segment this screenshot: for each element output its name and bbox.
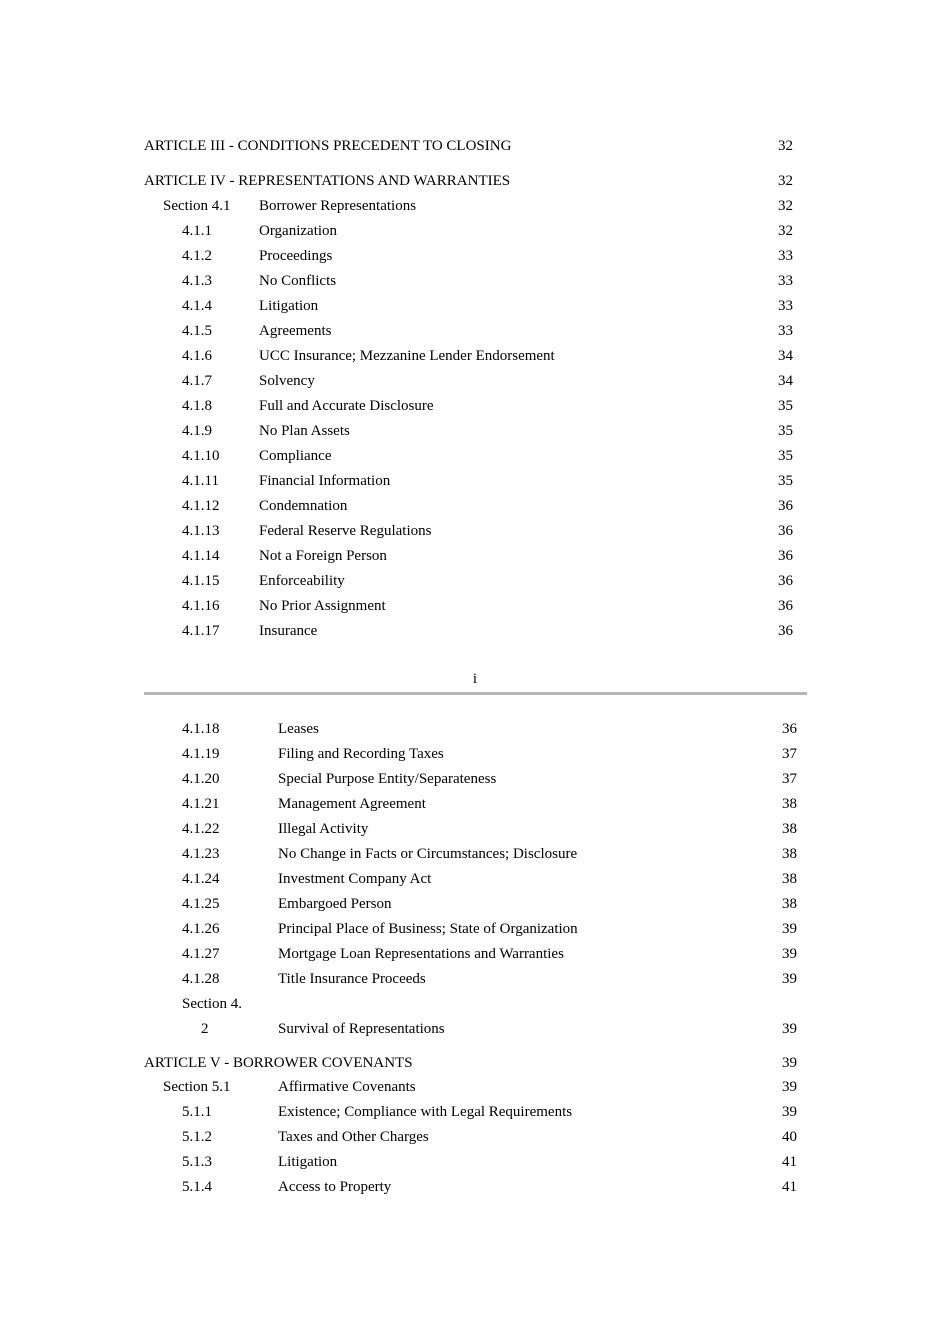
toc-section-number: Section 4. [182, 996, 242, 1012]
toc-subsection-row[interactable] [0, 221, 950, 241]
toc-page-number: 39 [782, 1104, 797, 1120]
toc-subsection-title: Mortgage Loan Representations and Warranties [278, 946, 564, 962]
toc-subsection-number: 4.1.1 [182, 223, 212, 239]
toc-section-number-continued: 2 [201, 1021, 209, 1037]
toc-page-number: 39 [782, 921, 797, 937]
toc-subsection-number: 5.1.4 [182, 1179, 212, 1195]
toc-subsection-row[interactable] [0, 521, 950, 541]
toc-subsection-title: Proceedings [259, 248, 333, 264]
toc-page-number: 37 [782, 746, 797, 762]
toc-article-row[interactable] [0, 171, 950, 191]
toc-subsection-row[interactable] [0, 1127, 950, 1147]
toc-page-number: 38 [782, 796, 797, 812]
toc-subsection-row[interactable] [0, 371, 950, 391]
toc-subsection-title: Existence; Compliance with Legal Requirements [278, 1104, 573, 1120]
toc-subsection-title: Access to Property [278, 1179, 392, 1195]
toc-subsection-title: Special Purpose Entity/Separateness [278, 771, 497, 787]
toc-page-number: 33 [778, 298, 793, 314]
toc-subsection-title: Solvency [259, 373, 315, 389]
toc-subsection-number: 4.1.17 [182, 623, 220, 639]
toc-subsection-number: 4.1.20 [182, 771, 220, 787]
toc-subsection-number: 4.1.19 [182, 746, 220, 762]
toc-subsection-number: 5.1.3 [182, 1154, 212, 1170]
toc-subsection-title: No Prior Assignment [259, 598, 386, 614]
toc-subsection-number: 4.1.21 [182, 796, 220, 812]
toc-page-number: 40 [782, 1129, 797, 1145]
toc-subsection-number: 4.1.18 [182, 721, 220, 737]
toc-subsection-title: Condemnation [259, 498, 348, 514]
toc-subsection-row[interactable] [0, 894, 950, 914]
toc-page-number: 38 [782, 821, 797, 837]
toc-subsection-title: Agreements [259, 323, 332, 339]
toc-page-number: 39 [782, 946, 797, 962]
toc-page-number: 33 [778, 323, 793, 339]
toc-subsection-number: 4.1.2 [182, 248, 212, 264]
toc-page-number: 38 [782, 846, 797, 862]
toc-section-row[interactable] [0, 1019, 950, 1039]
toc-subsection-title: Principal Place of Business; State of Organization [278, 921, 578, 937]
toc-section-row[interactable] [0, 196, 950, 216]
toc-page-number: 39 [782, 971, 797, 987]
toc-subsection-title: Illegal Activity [278, 821, 369, 837]
toc-subsection-number: 4.1.24 [182, 871, 220, 887]
toc-section-number-wrapped[interactable] [0, 994, 950, 1014]
toc-subsection-row[interactable] [0, 571, 950, 591]
toc-subsection-title: Investment Company Act [278, 871, 432, 887]
toc-subsection-row[interactable] [0, 296, 950, 316]
toc-page-number: 39 [782, 1079, 797, 1095]
toc-section-number: Section 4.1 [163, 198, 231, 214]
toc-subsection-number: 4.1.5 [182, 323, 212, 339]
toc-subsection-title: Taxes and Other Charges [278, 1129, 429, 1145]
toc-subsection-number: 4.1.9 [182, 423, 212, 439]
toc-subsection-row[interactable] [0, 1102, 950, 1122]
toc-subsection-row[interactable] [0, 1177, 950, 1197]
toc-section-title: Affirmative Covenants [278, 1079, 416, 1095]
toc-section-row[interactable] [0, 1077, 950, 1097]
toc-subsection-row[interactable] [0, 969, 950, 989]
toc-subsection-row[interactable] [0, 744, 950, 764]
toc-subsection-number: 4.1.22 [182, 821, 220, 837]
toc-subsection-title: Federal Reserve Regulations [259, 523, 432, 539]
toc-subsection-row[interactable] [0, 621, 950, 641]
toc-subsection-number: 4.1.27 [182, 946, 220, 962]
page-divider [144, 692, 807, 695]
toc-page-number: 32 [778, 173, 793, 189]
toc-subsection-row[interactable] [0, 546, 950, 566]
toc-page-number: 36 [782, 721, 797, 737]
toc-page-number: 36 [778, 548, 793, 564]
toc-subsection-row[interactable] [0, 496, 950, 516]
toc-subsection-title: Filing and Recording Taxes [278, 746, 444, 762]
toc-subsection-number: 4.1.8 [182, 398, 212, 414]
toc-subsection-number: 4.1.4 [182, 298, 212, 314]
toc-page-number: 35 [778, 448, 793, 464]
toc-page-number: 37 [782, 771, 797, 787]
toc-subsection-title: Compliance [259, 448, 332, 464]
toc-page-number: 32 [778, 138, 793, 154]
toc-page-number: 36 [778, 623, 793, 639]
toc-subsection-number: 4.1.25 [182, 896, 220, 912]
toc-subsection-number: 4.1.23 [182, 846, 220, 862]
toc-subsection-row[interactable] [0, 769, 950, 789]
toc-subsection-row[interactable] [0, 844, 950, 864]
toc-subsection-row[interactable] [0, 596, 950, 616]
toc-subsection-number: 4.1.15 [182, 573, 220, 589]
toc-page-number: 32 [778, 223, 793, 239]
toc-subsection-title: Financial Information [259, 473, 391, 489]
toc-subsection-title: Management Agreement [278, 796, 426, 812]
toc-page-number: 35 [778, 423, 793, 439]
toc-subsection-row[interactable] [0, 321, 950, 341]
toc-subsection-number: 4.1.7 [182, 373, 212, 389]
toc-subsection-row[interactable] [0, 346, 950, 366]
toc-page-number: 39 [782, 1055, 797, 1071]
toc-page-number: 38 [782, 896, 797, 912]
toc-subsection-title: Full and Accurate Disclosure [259, 398, 434, 414]
toc-section-number: Section 5.1 [163, 1079, 231, 1095]
toc-subsection-title: Leases [278, 721, 319, 737]
toc-page-number: 39 [782, 1021, 797, 1037]
toc-page-number: 33 [778, 273, 793, 289]
toc-subsection-title: Not a Foreign Person [259, 548, 387, 564]
toc-page-number: 36 [778, 498, 793, 514]
toc-subsection-title: UCC Insurance; Mezzanine Lender Endorsement [259, 348, 555, 364]
toc-page-number: 32 [778, 198, 793, 214]
toc-page-number: 41 [782, 1154, 797, 1170]
toc-subsection-number: 4.1.10 [182, 448, 220, 464]
toc-subsection-number: 4.1.6 [182, 348, 212, 364]
toc-page-number: 34 [778, 348, 793, 364]
toc-page-number: 41 [782, 1179, 797, 1195]
toc-subsection-number: 4.1.13 [182, 523, 220, 539]
toc-section-title: Borrower Representations [259, 198, 417, 214]
toc-subsection-number: 4.1.26 [182, 921, 220, 937]
toc-subsection-title: Enforceability [259, 573, 345, 589]
toc-page-number: 33 [778, 248, 793, 264]
toc-subsection-row[interactable] [0, 869, 950, 889]
toc-subsection-row[interactable] [0, 919, 950, 939]
toc-page-number: 35 [778, 398, 793, 414]
toc-subsection-row[interactable] [0, 396, 950, 416]
toc-subsection-title: Insurance [259, 623, 318, 639]
toc-subsection-title: No Conflicts [259, 273, 337, 289]
toc-page-number: 34 [778, 373, 793, 389]
toc-subsection-row[interactable] [0, 471, 950, 491]
toc-article-row[interactable] [0, 136, 950, 156]
toc-subsection-row[interactable] [0, 794, 950, 814]
toc-subsection-number: 5.1.1 [182, 1104, 212, 1120]
toc-subsection-title: Litigation [278, 1154, 338, 1170]
toc-page-number: 36 [778, 573, 793, 589]
toc-subsection-row[interactable] [0, 719, 950, 739]
toc-subsection-row[interactable] [0, 271, 950, 291]
toc-subsection-row[interactable] [0, 1152, 950, 1172]
page-footer-number: i [472, 671, 478, 687]
toc-section-title: Survival of Representations [278, 1021, 445, 1037]
toc-page-number: 36 [778, 523, 793, 539]
toc-subsection-row[interactable] [0, 944, 950, 964]
toc-subsection-number: 4.1.3 [182, 273, 212, 289]
toc-subsection-number: 4.1.11 [182, 473, 219, 489]
toc-article-title: ARTICLE III - CONDITIONS PRECEDENT TO CLOSING [144, 138, 512, 154]
toc-article-title: ARTICLE IV - REPRESENTATIONS AND WARRANTIES [144, 173, 511, 189]
toc-subsection-title: Title Insurance Proceeds [278, 971, 426, 987]
toc-subsection-number: 4.1.14 [182, 548, 220, 564]
toc-subsection-title: No Change in Facts or Circumstances; Disclosure [278, 846, 578, 862]
toc-subsection-title: Organization [259, 223, 338, 239]
toc-subsection-row[interactable] [0, 819, 950, 839]
toc-subsection-row[interactable] [0, 446, 950, 466]
toc-article-title: ARTICLE V - BORROWER COVENANTS [144, 1055, 413, 1071]
toc-article-row[interactable] [0, 1053, 950, 1073]
toc-subsection-number: 5.1.2 [182, 1129, 212, 1145]
toc-page-number: 35 [778, 473, 793, 489]
toc-subsection-title: Litigation [259, 298, 319, 314]
toc-subsection-number: 4.1.16 [182, 598, 220, 614]
toc-subsection-title: No Plan Assets [259, 423, 350, 439]
toc-subsection-number: 4.1.12 [182, 498, 220, 514]
toc-subsection-row[interactable] [0, 246, 950, 266]
toc-subsection-number: 4.1.28 [182, 971, 220, 987]
toc-subsection-row[interactable] [0, 421, 950, 441]
toc-page-number: 38 [782, 871, 797, 887]
toc-page-number: 36 [778, 598, 793, 614]
toc-subsection-title: Embargoed Person [278, 896, 392, 912]
